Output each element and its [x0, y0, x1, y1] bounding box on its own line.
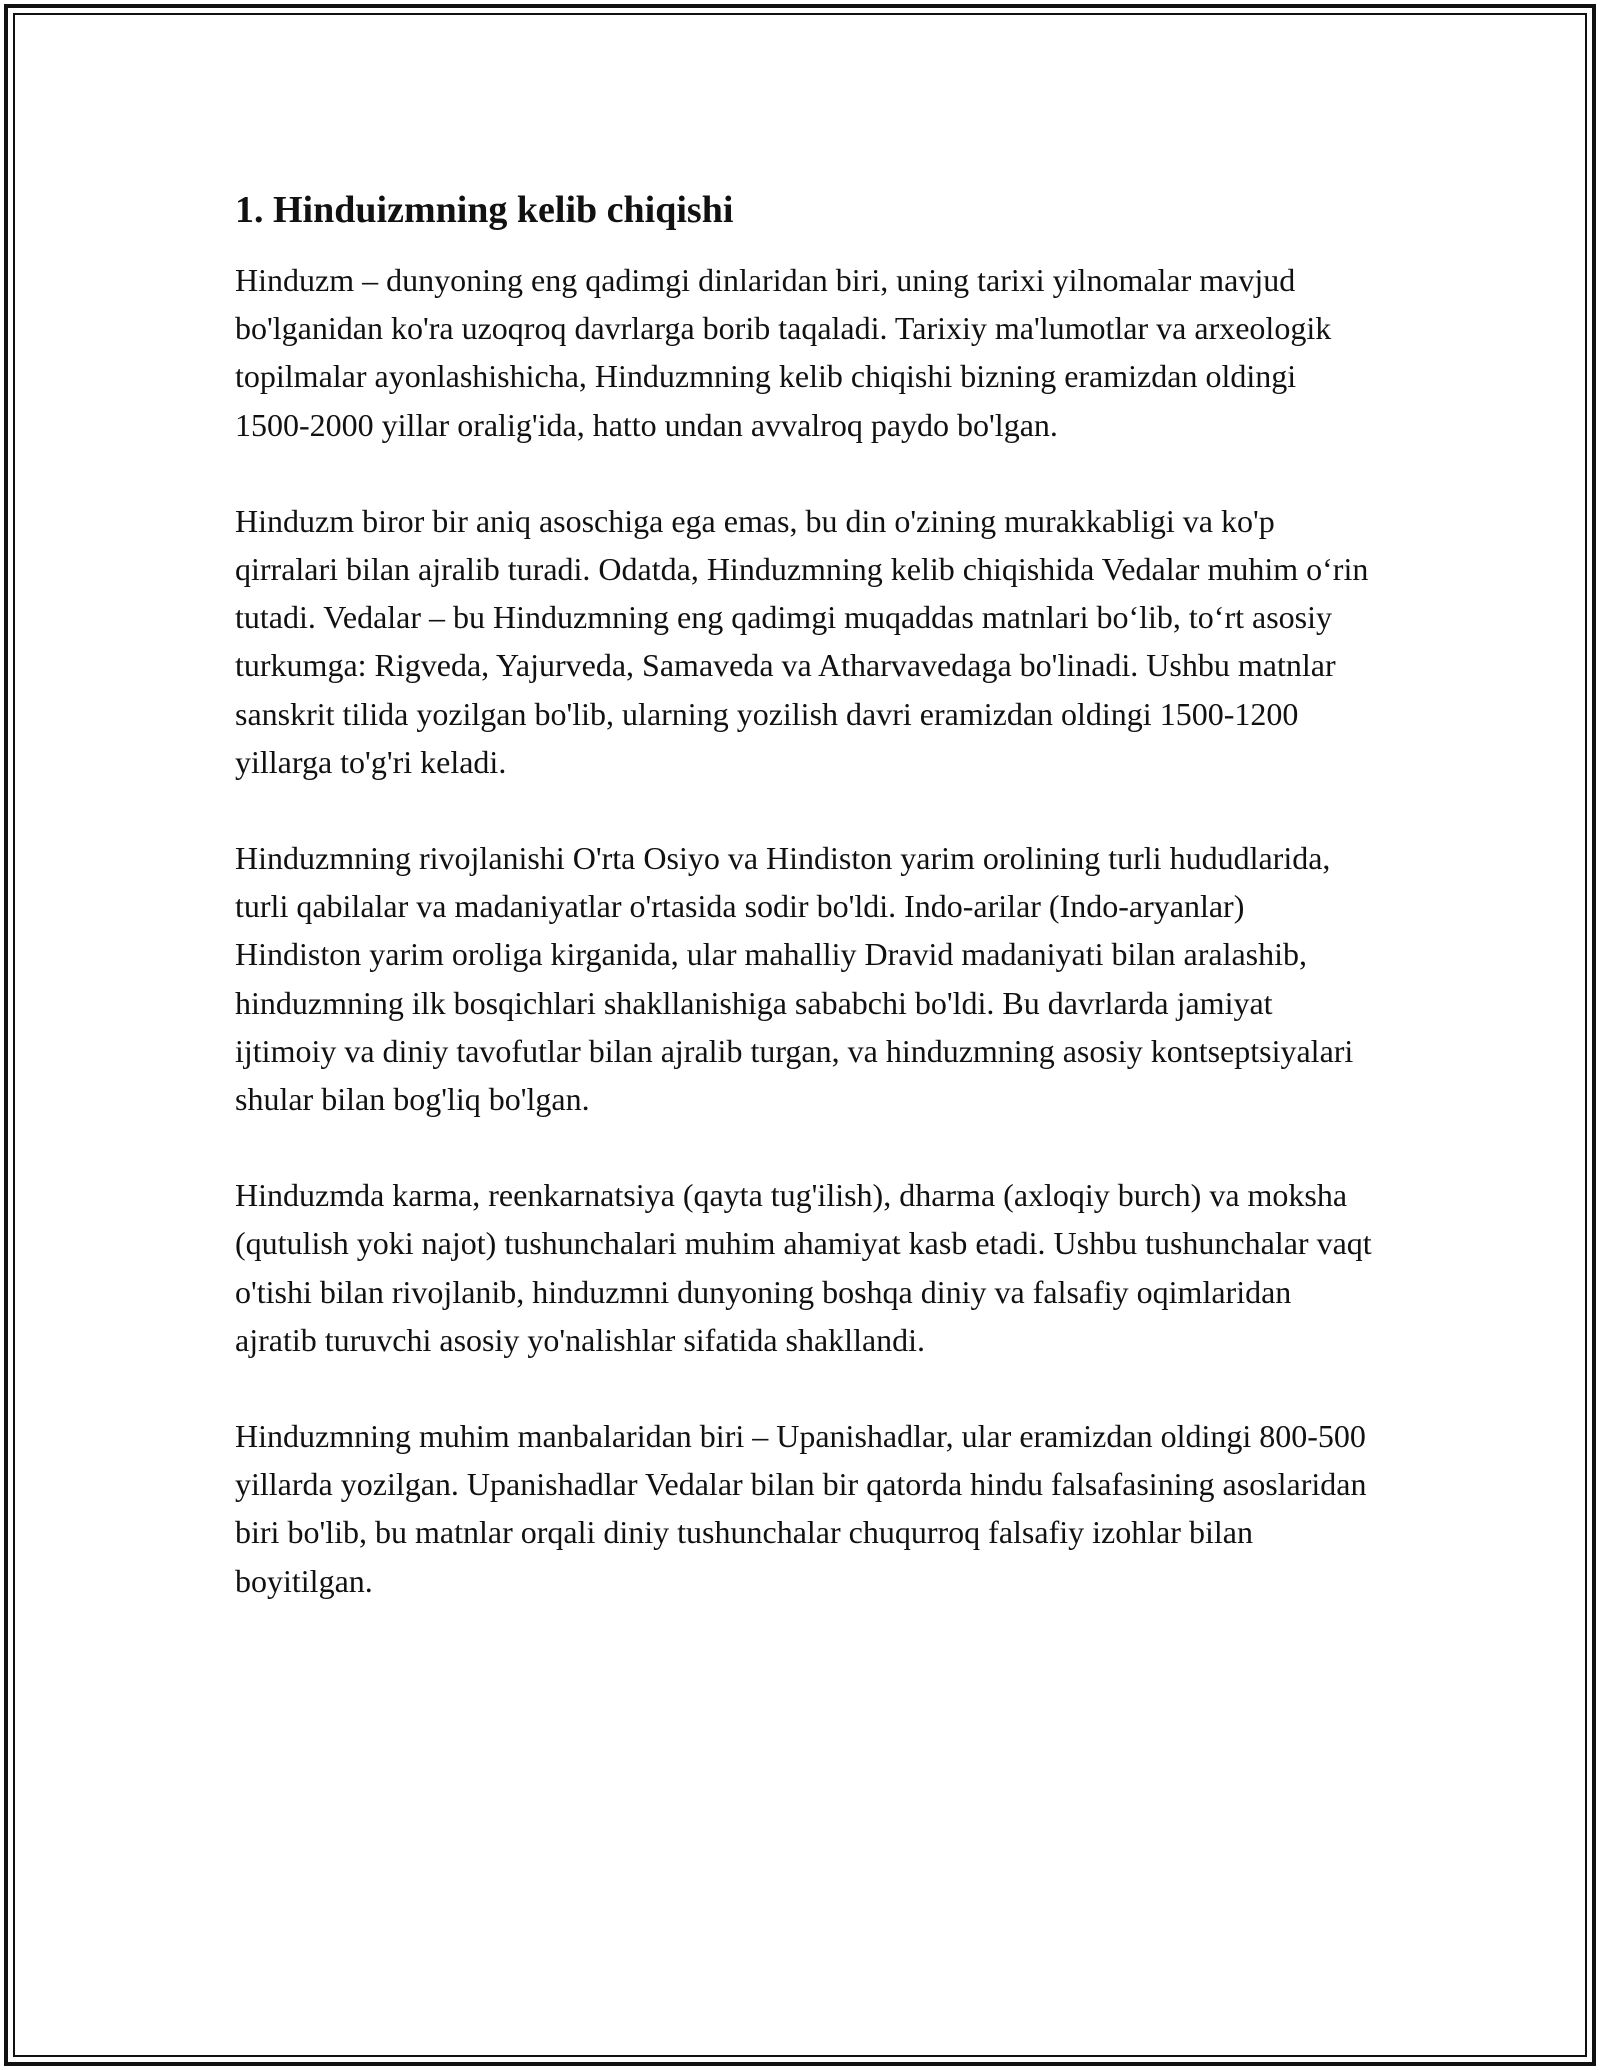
section-heading: 1. Hinduizmning kelib chiqishi	[235, 189, 734, 231]
paragraph-origins: Hinduzm – dunyoning eng qadimgi dinlaridan biri, uning tarixi yilnomalar mavjud bo'lganidan ko'ra uzoqroq davrlarga borib taqaladi. Tarixiy ma'lumotlar va arxeologik topilmalar ayonlashishicha, Hinduzmning kelib chiqishi bizning eramizdan oldingi 1500-2000 yillar oralig'ida, hatto undan avvalroq paydo bo'lgan.	[235, 262, 1332, 443]
paragraph-upanishads: Hinduzmning muhim manbalaridan biri – Upanishadlar, ular eramizdan oldingi 800-500 yillarda yozilgan. Upanishadlar Vedalar bilan bir qatorda hindu falsafasining asoslaridan biri bo'lib, bu matnlar orqali diniy tushunchalar chuqurroq falsafiy izohlar bilan boyitilgan.	[235, 1418, 1367, 1599]
document-body	[235, 186, 1375, 1653]
paragraph-concepts: Hinduzmda karma, reenkarnatsiya (qayta tug'ilish), dharma (axloqiy burch) va moksha (qutulish yoki najot) tushunchalari muhim ahamiyat kasb etadi. Ushbu tushunchalar vaqt o'tishi bilan rivojlanib, hinduzmni dunyoning boshqa diniy va falsafiy oqimlaridan ajratib turuvchi asosiy yo'nalishlar sifatida shakllandi.	[235, 1177, 1372, 1358]
paragraph-vedas: Hinduzm biror bir aniq asoschiga ega emas, bu din o'zining murakkabligi va ko'p qirralari bilan ajralib turadi. Odatda, Hinduzmning kelib chiqishida Vedalar muhim o‘rin tutadi. Vedalar – bu Hinduzmning eng qadimgi muqaddas matnlari bo‘lib, to‘rt asosiy turkumga: Rigveda, Yajurveda, Samaveda va Atharvavedaga bo'linadi. Ushbu matnlar sanskrit tilida yozilgan bo'lib, ularning yozilish davri eramizdan oldingi 1500-1200 yillarga to'g'ri keladi.	[235, 502, 1369, 780]
paragraph-development: Hinduzmning rivojlanishi O'rta Osiyo va Hindiston yarim orolining turli hududlarida, turli qabilalar va madaniyatlar o'rtasida sodir bo'ldi. Indo-arilar (Indo-aryanlar) Hindiston yarim oroliga kirganida, ular mahalliy Dravid madaniyati bilan aralashib, hinduzmning ilk bosqichlari shakllanishiga sababchi bo'ldi. Bu davrlarda jamiyat ijtimoiy va diniy tavofutlar bilan ajralib turgan, va hinduzmning asosiy kontseptsiyalari shular bilan bog'liq bo'lgan.	[235, 840, 1354, 1118]
